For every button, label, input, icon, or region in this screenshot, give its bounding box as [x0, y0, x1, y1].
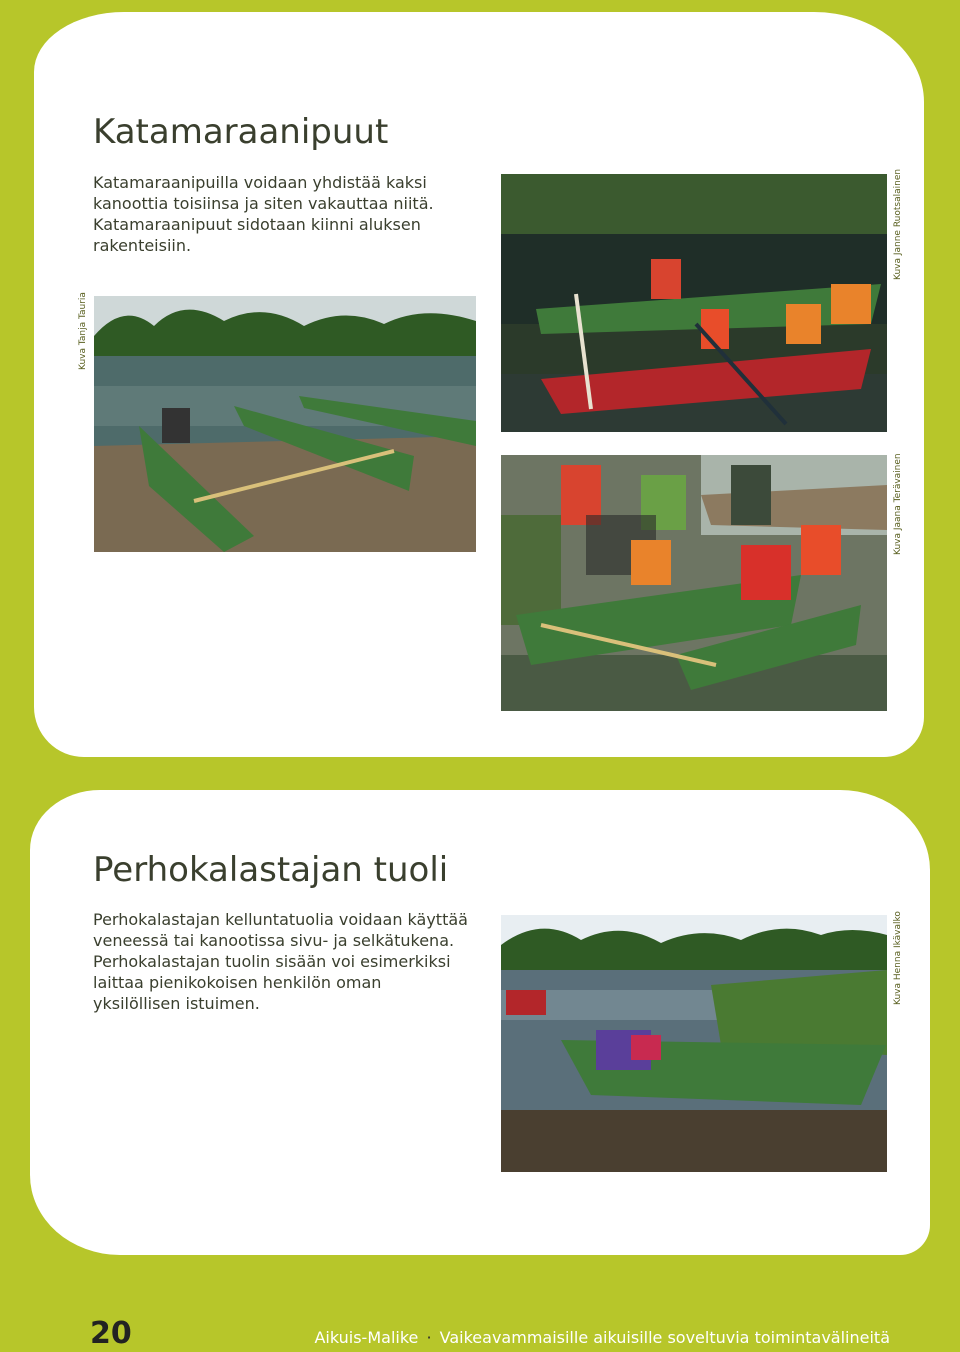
footer-subtitle: Vaikeavammaisille aikuisille soveltuvia toimintavälineitä: [439, 1328, 890, 1347]
photo-boat-chair: [501, 915, 887, 1172]
section-body-katamaraanipuut: Katamaraanipuilla voidaan yhdistää kaksi kanoottia toisiinsa ja siten vakauttaa niitä. Katamaraanipuut sidotaan kiinni aluksen rakenteisiin.: [93, 173, 434, 255]
footer-publication-name: Aikuis-Malike: [314, 1328, 419, 1347]
photo-credit-jaana: Kuva Jaana Terävainen: [893, 453, 903, 555]
photo-credit-janne: Kuva Janne Ruotsalainen: [893, 168, 903, 280]
photo-people-boarding: [501, 455, 887, 711]
photo-credit-henna: Kuva Henna Ikävalko: [893, 911, 903, 1005]
photo-pier-canoes: [501, 174, 887, 432]
section-title-perhokalastajan-tuoli: Perhokalastajan tuoli: [93, 850, 449, 890]
photo-lake-canoes: [94, 296, 476, 552]
section-title-katamaraanipuut: Katamaraanipuut: [93, 112, 389, 152]
page-number: 20: [90, 1316, 132, 1351]
footer-separator: ·: [426, 1328, 432, 1347]
section-body-perhokalastajan-tuoli: Perhokalastajan kelluntatuolia voidaan käyttää veneessä tai kanootissa sivu- ja selkätukena. Perhokalastajan tuolin sisään voi esimerkiksi laittaa pienikokoisen henkilön oman yksilöllisen istuimen.: [93, 910, 468, 1013]
footer-publication: [314, 1328, 890, 1347]
photo-credit-tanja: Kuva Tanja Tauria: [78, 292, 88, 370]
